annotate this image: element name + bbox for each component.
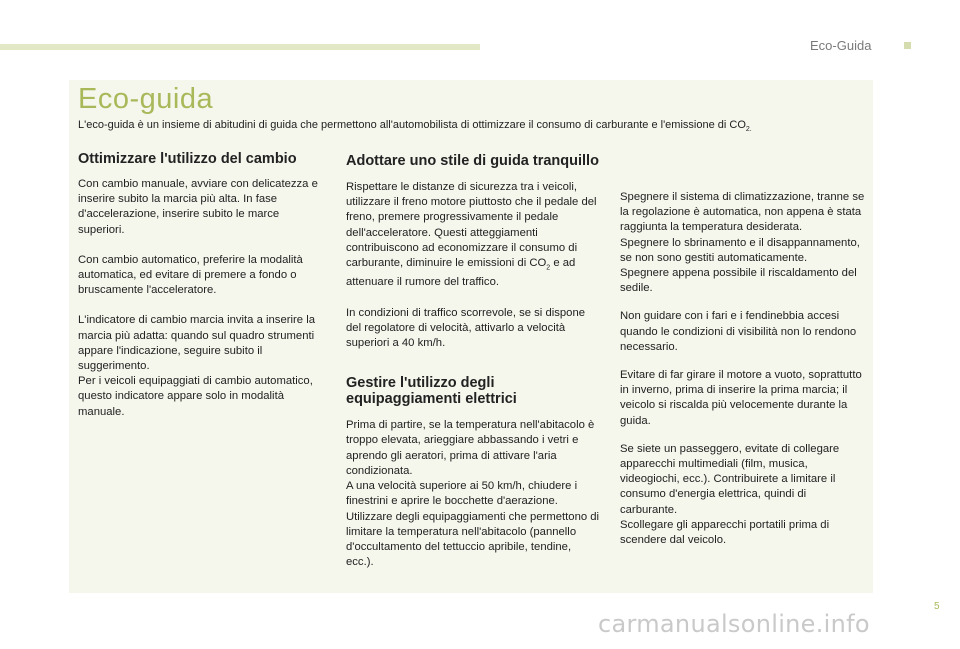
paragraph-passenger-devices: Se siete un passeggero, evitate di collegare apparecchi multimediali (film, musica, videogiochi, ecc.). Contribuirete a limitare il consumo d'energia elettrica, quindi di carburante. Scollegare gli apparecchi portatili prima di scendere dal veicolo. (620, 442, 840, 547)
column-electrical-tips (620, 190, 865, 561)
paragraph-climate-control: Spegnere il sistema di climatizzazione, tranne se la regolazione è automatica, non appena è stata raggiunta la temperatura desiderata. Spegnere lo sbrinamento e il disappannamento, se non sono gestiti automaticamente. Spegnere appena possibile il riscaldamento del sedile. (620, 191, 865, 295)
heading-driving-style: Adottare uno stile di guida tranquillo (346, 153, 599, 169)
page-title: Eco-guida (78, 83, 214, 115)
header-square-marker (904, 42, 911, 49)
paragraph-safety-distance: Rispettare le distanze di sicurezza tra i veicoli, utilizzare il freno motore piuttosto che il pedale del freno, premere progressivamente il pedale dell'acceleratore. Questi atteggiamenti contribuiscono ad economizzare il consumo di carburante, diminuire le emissioni di $CO_2$ e ad attenuare il rumore del traffico. (346, 181, 597, 289)
column-driving-style (346, 153, 600, 585)
paragraph-automatic-gearbox: Con cambio automatico, preferire la modalità automatica, ed evitare di premere a fondo o bruscamente l'acceleratore. (78, 253, 303, 297)
page-number: 5 (934, 601, 940, 612)
heading-gearbox: Ottimizzare l'utilizzo del cambio (78, 151, 297, 167)
header-accent-bar (0, 44, 480, 50)
paragraph-cruise-control: In condizioni di traffico scorrevole, se si dispone del regolatore di velocità, attivarlo a velocità superiori a 40 km/h. (346, 306, 586, 350)
column-gearbox (78, 151, 328, 435)
paragraph-idle-engine: Evitare di far girare il motore a vuoto, soprattutto in inverno, prima di inserire la prima marcia; il veicolo si riscalda più velocemente durante la guida. (620, 369, 862, 427)
paragraph-gear-indicator: L'indicatore di cambio marcia invita a inserire la marcia più adatta: quando sul quadro strumenti appare l'indicazione, seguire subito il suggerimento. Per i veicoli equipaggiati di cambio automatico, questo indicatore appare solo in modalità manuale. (78, 314, 315, 418)
watermark: carmanualsonline.info (598, 610, 870, 638)
intro-text: L'eco-guida è un insieme di abitudini di guida che permettono all'automobilista di ottimizzare il consumo di carburante e l'emissione di $CO_{2.}$ (78, 119, 752, 134)
paragraph-lights: Non guidare con i fari e i fendinebbia accesi quando le condizioni di visibilità non lo rendono necessario. (620, 310, 857, 353)
paragraph-cabin-temperature: Prima di partire, se la temperatura nell'abitacolo è troppo elevata, arieggiare abbassando i vetri e aprendo gli aeratori, prima di attivare l'aria condizionata. A una velocità superiore ai 50 km/h, chiudere i finestrini e aprire le bocchette d'aerazione. Utilizzare degli equipaggiamenti che permettono di limitare la temperatura nell'abitacolo (pannello d'occultamento del tettuccio apribile, tendine, ecc.). (346, 419, 600, 569)
paragraph-manual-gearbox: Con cambio manuale, avviare con delicatezza e inserire subito la marcia più alta. In fase d'accelerazione, inserire subito le marce superiori. (78, 178, 318, 236)
heading-electrical-equipment: Gestire l'utilizzo degli equipaggiamenti elettrici (346, 375, 517, 408)
section-title: Eco-Guida (810, 38, 872, 53)
